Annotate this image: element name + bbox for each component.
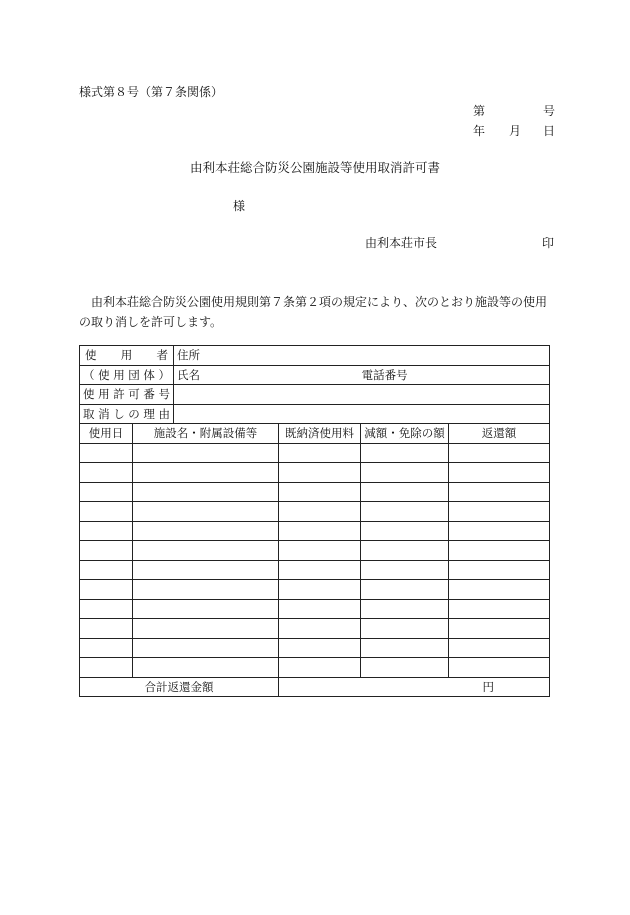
number-prefix: 第	[473, 104, 486, 118]
refund-cell[interactable]	[449, 658, 550, 678]
paid-fee-cell[interactable]	[279, 580, 361, 600]
user-group-label	[83, 368, 170, 382]
user-group-char: 用	[113, 367, 125, 382]
refund-cell[interactable]	[449, 463, 550, 483]
reduction-cell[interactable]	[361, 599, 449, 619]
total-unit: 円	[482, 679, 494, 694]
permit-number-field[interactable]	[174, 385, 550, 405]
user-label-cell	[80, 346, 174, 366]
refund-cell[interactable]	[449, 560, 550, 580]
facility-cell[interactable]	[133, 443, 279, 463]
permit-number-row	[80, 385, 550, 405]
refund-cell[interactable]	[449, 541, 550, 561]
date-month: 月	[509, 124, 522, 138]
cancel-reason-char: し	[113, 406, 125, 421]
facility-cell[interactable]	[133, 541, 279, 561]
cancel-reason-char: 由	[158, 406, 170, 421]
table-row	[80, 502, 550, 522]
reduction-cell[interactable]	[361, 521, 449, 541]
refund-cell[interactable]	[449, 443, 550, 463]
usage-date-cell[interactable]	[80, 541, 133, 561]
refund-cell[interactable]	[449, 482, 550, 502]
permit-number-char: 用	[98, 387, 110, 402]
date-year: 年	[473, 124, 486, 138]
usage-date-cell[interactable]	[80, 521, 133, 541]
facility-cell[interactable]	[133, 463, 279, 483]
user-group-char: 体	[143, 367, 155, 382]
number-suffix: 号	[542, 104, 555, 118]
table-row	[80, 580, 550, 600]
name-label: 氏名	[177, 367, 200, 382]
usage-date-cell[interactable]	[80, 482, 133, 502]
usage-date-cell[interactable]	[80, 463, 133, 483]
user-name-row	[80, 365, 550, 385]
cancel-reason-row	[80, 404, 550, 424]
refund-cell[interactable]	[449, 502, 550, 522]
paid-fee-cell[interactable]	[279, 463, 361, 483]
reduction-cell[interactable]	[361, 638, 449, 658]
refund-cell[interactable]	[449, 580, 550, 600]
cancel-reason-char: 取	[83, 406, 95, 421]
data-rows	[80, 443, 550, 677]
reduction-cell[interactable]	[361, 619, 449, 639]
table-row	[80, 521, 550, 541]
address-cell[interactable]	[174, 346, 550, 366]
facility-cell[interactable]	[133, 502, 279, 522]
table-row	[80, 658, 550, 678]
reduction-cell[interactable]	[361, 541, 449, 561]
usage-date-cell[interactable]	[80, 502, 133, 522]
user-group-cell	[80, 365, 174, 385]
permit-number-char: 可	[128, 387, 140, 402]
table-row	[80, 541, 550, 561]
table-row	[80, 560, 550, 580]
facility-cell[interactable]	[133, 658, 279, 678]
refund-cell[interactable]	[449, 521, 550, 541]
table-row	[80, 599, 550, 619]
permit-number-char: 使	[83, 387, 95, 402]
col-header-paid-fee: 既納済使用料	[279, 424, 361, 444]
paid-fee-cell[interactable]	[279, 443, 361, 463]
facility-cell[interactable]	[133, 482, 279, 502]
paid-fee-cell[interactable]	[279, 560, 361, 580]
table-row	[80, 443, 550, 463]
cancel-reason-char: の	[128, 406, 140, 421]
total-label: 合計返還金額	[80, 677, 279, 697]
user-label-char: 用	[120, 348, 133, 363]
name-phone-cell[interactable]	[174, 365, 550, 385]
usage-date-cell[interactable]	[80, 580, 133, 600]
table-row	[80, 619, 550, 639]
reduction-cell[interactable]	[361, 443, 449, 463]
cancel-reason-char: 消	[98, 406, 110, 421]
user-group-char: （	[83, 367, 95, 382]
usage-date-cell[interactable]	[80, 619, 133, 639]
document-title: 由利本荘総合防災公園施設等使用取消許可書	[189, 160, 440, 175]
user-address-row	[80, 346, 550, 366]
facility-cell[interactable]	[133, 560, 279, 580]
user-label-char: 者	[156, 348, 168, 363]
paid-fee-cell[interactable]	[279, 541, 361, 561]
user-label	[83, 348, 170, 362]
cancel-reason-label-cell	[80, 404, 174, 424]
reduction-cell[interactable]	[361, 502, 449, 522]
facility-cell[interactable]	[133, 619, 279, 639]
facility-cell[interactable]	[133, 638, 279, 658]
usage-date-cell[interactable]	[80, 638, 133, 658]
col-header-facility: 施設名・附属設備等	[133, 424, 279, 444]
paid-fee-cell[interactable]	[279, 658, 361, 678]
table-row	[80, 463, 550, 483]
refund-cell[interactable]	[449, 599, 550, 619]
paid-fee-cell[interactable]	[279, 619, 361, 639]
paid-fee-cell[interactable]	[279, 502, 361, 522]
col-header-reduction: 減額・免除の額	[361, 424, 449, 444]
permit-number-char: 号	[158, 387, 170, 402]
facility-cell[interactable]	[133, 599, 279, 619]
paid-fee-cell[interactable]	[279, 638, 361, 658]
form-number: 様式第８号（第７条関係）	[79, 85, 224, 99]
phone-label: 電話番号	[361, 367, 408, 382]
permit-number-label	[83, 387, 170, 401]
reduction-cell[interactable]	[361, 482, 449, 502]
seal-mark: 印	[542, 236, 555, 250]
refund-cell[interactable]	[449, 619, 550, 639]
cancel-reason-field[interactable]	[174, 404, 550, 424]
cancel-reason-label	[83, 407, 170, 421]
cancellation-table	[79, 345, 550, 697]
body-text: 由利本荘総合防災公園使用規則第７条第２項の規定により、次のとおり施設等の使用の取り消しを許可します。	[79, 295, 548, 329]
facility-cell[interactable]	[133, 580, 279, 600]
user-group-char: ）	[158, 367, 170, 382]
usage-date-cell[interactable]	[80, 658, 133, 678]
total-row	[80, 677, 550, 697]
permit-number-char: 許	[113, 387, 125, 402]
total-amount-field[interactable]	[279, 677, 550, 697]
facility-cell[interactable]	[133, 521, 279, 541]
usage-date-cell[interactable]	[80, 443, 133, 463]
cancel-reason-char: 理	[143, 406, 155, 421]
refund-cell[interactable]	[449, 638, 550, 658]
table-row	[80, 638, 550, 658]
col-header-usage-date: 使用日	[80, 424, 133, 444]
issuer-name: 由利本荘市長	[365, 236, 438, 250]
reduction-cell[interactable]	[361, 580, 449, 600]
recipient-suffix: 様	[233, 199, 246, 213]
user-group-char: 団	[128, 367, 140, 382]
address-label: 住所	[177, 348, 200, 363]
column-header-row	[80, 424, 550, 444]
reduction-cell[interactable]	[361, 658, 449, 678]
user-group-char: 使	[98, 367, 110, 382]
user-label-char: 使	[85, 348, 97, 363]
usage-date-cell[interactable]	[80, 599, 133, 619]
reduction-cell[interactable]	[361, 463, 449, 483]
table-row	[80, 482, 550, 502]
reduction-cell[interactable]	[361, 560, 449, 580]
date-day: 日	[542, 124, 555, 138]
permit-number-char: 番	[143, 387, 155, 402]
usage-date-cell[interactable]	[80, 560, 133, 580]
paid-fee-cell[interactable]	[279, 521, 361, 541]
col-header-refund: 返還額	[449, 424, 550, 444]
permit-number-label-cell	[80, 385, 174, 405]
paid-fee-cell[interactable]	[279, 482, 361, 502]
paid-fee-cell[interactable]	[279, 599, 361, 619]
